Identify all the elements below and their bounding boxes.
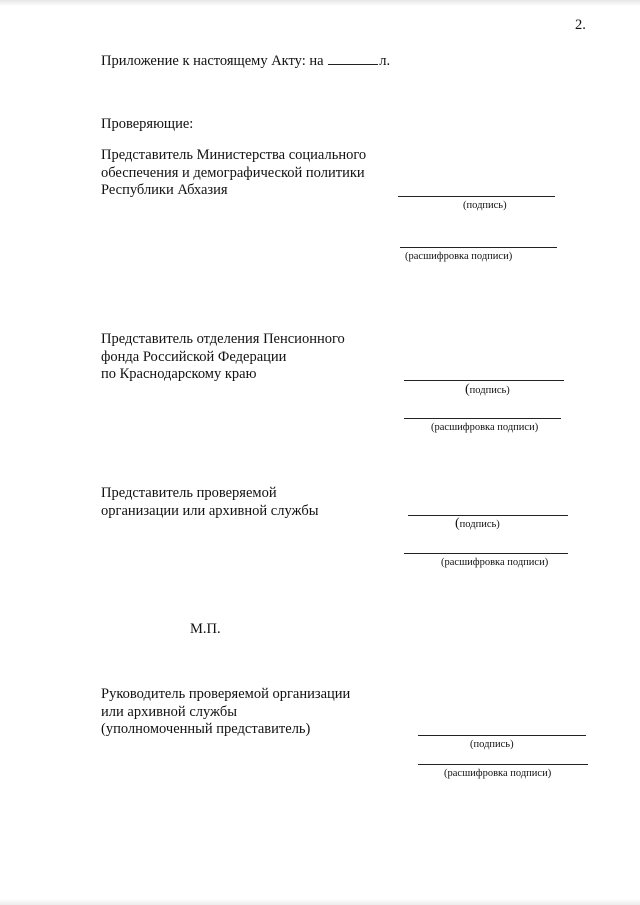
signatory-1-title: [101, 147, 366, 200]
signatory-2-title: [101, 331, 345, 384]
signatory-1-decoding-line: [400, 247, 557, 248]
signatory-3-decoding-caption: (расшифровка подписи): [441, 557, 549, 568]
signatory-1-signature-caption: (подпись): [463, 200, 507, 211]
signatory-2-signature-caption-paren: (: [465, 382, 470, 397]
signatory-2-line-1: Представитель отделения Пенсионного: [101, 331, 345, 347]
signatory-2-line-3: по Краснодарскому краю: [101, 366, 257, 382]
scan-edge-top: [0, 0, 640, 6]
signatory-4-line-2: или архивной службы: [101, 703, 237, 720]
signatory-2-signature-line: [404, 380, 564, 381]
appendix-prefix: Приложение к настоящему Акту: на: [101, 53, 324, 69]
signatory-4-title: [101, 686, 350, 739]
scan-edge-bottom: [0, 899, 640, 905]
signatory-4-decoding-caption: (расшифровка подписи): [444, 768, 552, 779]
signatory-3-signature-line: [408, 515, 568, 516]
signatory-1-line-2: обеспечения и демографической политики: [101, 164, 365, 181]
inspectors-heading: Проверяющие:: [101, 116, 194, 132]
signatory-1-decoding-caption: (расшифровка подписи): [405, 251, 513, 262]
signatory-2-signature-caption-rest: подпись): [469, 385, 510, 396]
signatory-3-line-2: организации или архивной службы: [101, 502, 319, 519]
appendix-sheet-count-blank: [328, 52, 378, 65]
appendix-line: [101, 52, 390, 70]
signatory-2-line-2: фонда Российской Федерации: [101, 348, 287, 365]
appendix-suffix: л.: [379, 53, 391, 69]
signatory-3-title: [101, 485, 318, 520]
signatory-4-signature-line: [418, 735, 586, 736]
signatory-1-line-3: Республики Абхазия: [101, 182, 228, 198]
page-number: 2.: [575, 17, 586, 33]
signatory-2-decoding-caption: (расшифровка подписи): [431, 422, 539, 433]
signatory-3-line-1: Представитель проверяемой: [101, 485, 277, 501]
signatory-3-signature-caption: [455, 518, 500, 531]
signatory-3-signature-caption-rest: подпись): [459, 519, 500, 530]
signatory-1-signature-line: [398, 196, 555, 197]
signatory-4-line-1: Руководитель проверяемой организации: [101, 686, 351, 702]
signatory-3-decoding-line: [404, 553, 568, 554]
signatory-4-line-3: (уполномоченный представитель): [101, 721, 311, 737]
signatory-4-decoding-line: [418, 764, 588, 765]
signatory-3-signature-caption-paren: (: [455, 516, 460, 531]
signatory-2-decoding-line: [404, 418, 561, 419]
signatory-4-signature-caption: (подпись): [470, 739, 514, 750]
signatory-1-line-1: Представитель Министерства социального: [101, 147, 367, 163]
stamp-place: М.П.: [190, 621, 221, 637]
signatory-2-signature-caption: [465, 384, 510, 397]
